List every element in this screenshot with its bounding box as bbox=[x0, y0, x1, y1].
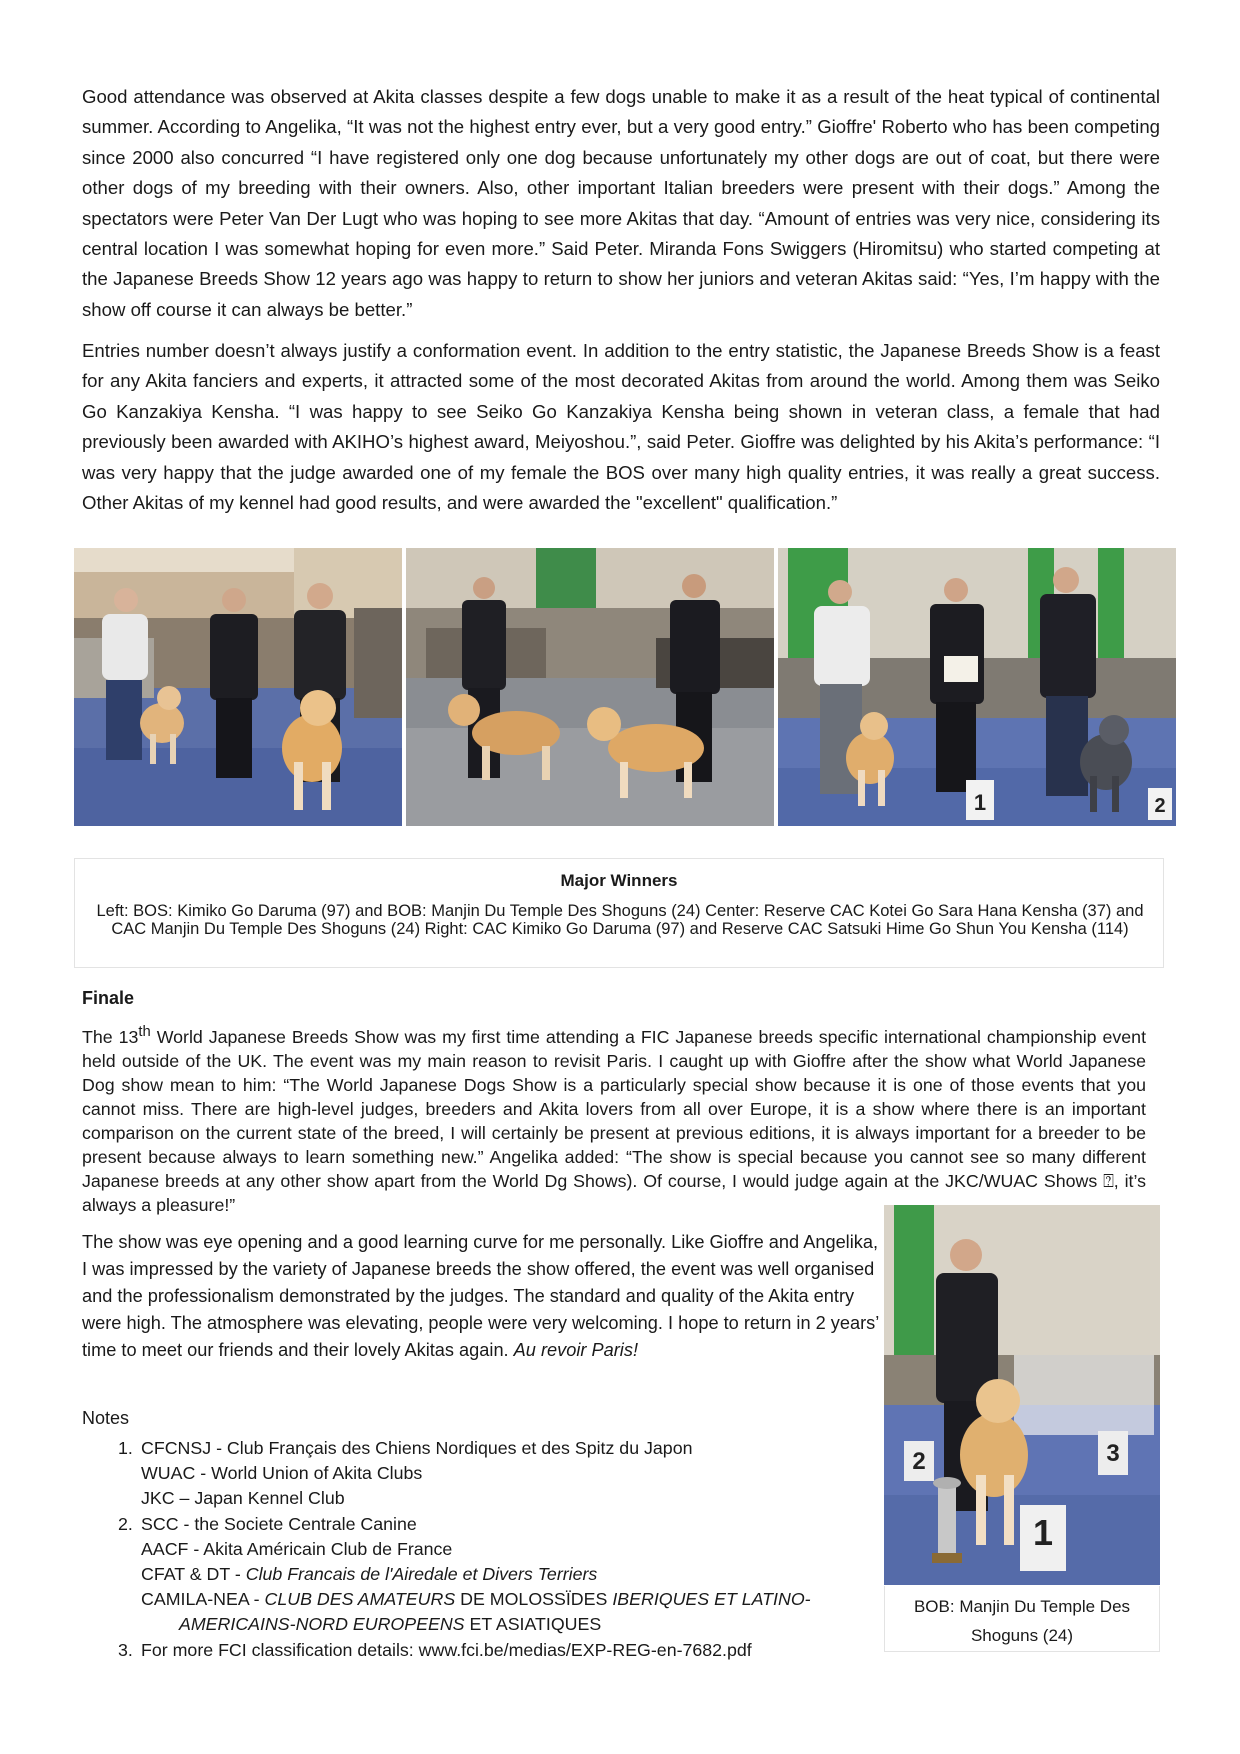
finale-p2-text: The show was eye opening and a good learning curve for me personally. Like Gioffre and Angelika, I was impressed by the variety of Japanese breeds the show offered, the event was well organised and the professionalism demonstrated by the judges. The standard and quality of the Akita entry were high. The atmosphere was elevating, people were very welcoming. I hope to return in 2 years’ time to meet our friends and their lovely Akitas again. bbox=[82, 1232, 879, 1360]
section-heading-finale: Finale bbox=[82, 988, 135, 1008]
note-text: AACF - Akita Américain Club de France bbox=[141, 1538, 453, 1559]
photo-left-winners bbox=[74, 548, 402, 826]
note-text: SCC - the Societe Centrale Canine bbox=[141, 1513, 417, 1534]
photo-right-winners bbox=[778, 548, 1176, 826]
article-paragraph-1: Good attendance was observed at Akita classes despite a few dogs unable to make it as a result of the heat typical of continental summer. According to Angelika, “It was not the highest entry ever, but a very good entry.” Gioffre' Roberto who has been competing since 2000 also concurred “I have registered only one dog because unfortunately my other dogs are out of coat, but there were other dogs of my breeding with their owners. Also, other important Italian breeders were present with their dogs.” Among the spectators were Peter Van Der Lugt who was hoping to see more Akitas that day. “Amount of entries was very nice, considering its central location I was somewhat hoping for even more.” Said Peter. Miranda Fons Swiggers (Hiromitsu) who started competing at the Japanese Breeds Show 12 years ago was happy to return to show her juniors and veteran Akitas said: “Yes, I’m happy with the show off course it can always be better.” bbox=[82, 86, 1160, 320]
note-text: CFCNSJ - Club Français des Chiens Nordiques et des Spitz du Japon bbox=[141, 1438, 693, 1458]
finale-p1-rest: World Japanese Breeds Show was my first time attending a FIC Japanese breeds specific international championship event held outside of the UK. The event was my main reason to revisit Paris. I caught up with Gioffre after the show what World Japanese Dog show mean to him: “The World Japanese Dogs Show is a particularly special show because it is one of those events that you cannot miss. There are high-level judges, breeders and Akita lovers from all over Europe, it is a show where there is an important comparison on the current state of the breed, I will certainly be present at previous editions, it is always important for a breeder to be present because always to learn something new.” Angelika added: “The show is special because you cannot see so many different Japanese breeds at any other show apart from the World Dg Shows). Of course, I would judge again at the JKC/WUAC Shows ⍰, it’s always a pleasure!” bbox=[82, 1026, 1147, 1215]
podium-3-label: 3 bbox=[1106, 1440, 1120, 1467]
notes-heading: Notes bbox=[82, 1408, 130, 1428]
podium-2-label: 2 bbox=[912, 1448, 926, 1475]
note-text: For more FCI classification details: www.fci.be/medias/EXP-REG-en-7682.pdf bbox=[141, 1639, 752, 1660]
note-text-line bbox=[118, 1562, 811, 1587]
podium-1-label: 1 bbox=[1032, 1512, 1054, 1553]
finale-paragraph-1 bbox=[82, 1020, 1146, 1217]
article-paragraph-2: Entries number doesn’t always justify a conformation event. In addition to the entry statistic, the Japanese Breeds Show is a feast for any Akita fanciers and experts, it attracted some of the most decorated Akitas from around the world. Among them was Seiko Go Kanzakiya Kensha. “I was happy to see Seiko Go Kanzakiya Kensha being shown in veteran class, a female that had previously been awarded with AKIHO’s highest award, Meiyoshou.”, said Peter. Gioffre was delighted by his Akita’s performance: “I was very happy that the judge awarded one of my female the BOS over many high quality entries, it was really a great success. Other Akitas of my kennel had good results, and were awarded the "excellent" qualification.” bbox=[82, 340, 1160, 514]
note-number: 3. bbox=[118, 1639, 133, 1660]
side-photo-caption-box bbox=[884, 1586, 1160, 1652]
finale-p1-start: The 13 bbox=[82, 1026, 139, 1047]
podium-1-label: 1 bbox=[973, 790, 987, 815]
caption-text: Left: BOS: Kimiko Go Daruma (97) and BOB: Manjin Du Temple Des Shoguns (24) Center: Reserve CAC Kotei Go Sara Hana Kensha (37) and CAC Manjin Du Temple Des Shoguns (24) Right: CAC Kimiko Go Daruma (97) and Reserve CAC Satsuki Hime Go Shun You Kensha (114) bbox=[96, 902, 1144, 938]
side-photo-caption: BOB: Manjin Du Temple Des Shoguns (24) bbox=[913, 1597, 1131, 1645]
note-text: ET ASIATIQUES bbox=[464, 1614, 602, 1635]
note-text: JKC – Japan Kennel Club bbox=[141, 1488, 345, 1509]
note-text-italic: Club Francais de l'Airedale et Divers Terriers bbox=[245, 1564, 598, 1585]
note-text-line bbox=[118, 1612, 811, 1637]
photo-center-winners bbox=[406, 548, 774, 826]
caption-title: Major Winners bbox=[560, 871, 678, 890]
note-text-line bbox=[118, 1587, 811, 1612]
note-number: 1. bbox=[118, 1438, 133, 1458]
note-number: 2. bbox=[118, 1513, 133, 1534]
notes-list bbox=[118, 1436, 811, 1663]
note-text: CFAT & DT - bbox=[141, 1564, 246, 1585]
note-item-2 bbox=[118, 1512, 811, 1638]
note-item-1 bbox=[118, 1436, 811, 1512]
note-text: CAMILA-NEA - bbox=[141, 1589, 265, 1610]
podium-2-label: 2 bbox=[1154, 795, 1166, 817]
note-text-italic: AMERICAINS-NORD EUROPEENS bbox=[179, 1614, 465, 1635]
note-text-italic: CLUB DES AMATEURS bbox=[264, 1589, 456, 1610]
finale-paragraph-2 bbox=[82, 1229, 882, 1364]
photo-bob-winner bbox=[884, 1205, 1160, 1585]
ordinal-suffix: th bbox=[138, 1024, 151, 1040]
photo-caption-box bbox=[74, 858, 1164, 968]
note-text-italic: IBERIQUES ET LATINO- bbox=[612, 1589, 811, 1610]
note-text: DE MOLOSSÏDES bbox=[455, 1589, 613, 1610]
finale-p2-signoff: Au revoir Paris! bbox=[513, 1340, 638, 1360]
note-text: WUAC - World Union of Akita Clubs bbox=[141, 1463, 423, 1484]
note-item-3 bbox=[118, 1638, 811, 1663]
